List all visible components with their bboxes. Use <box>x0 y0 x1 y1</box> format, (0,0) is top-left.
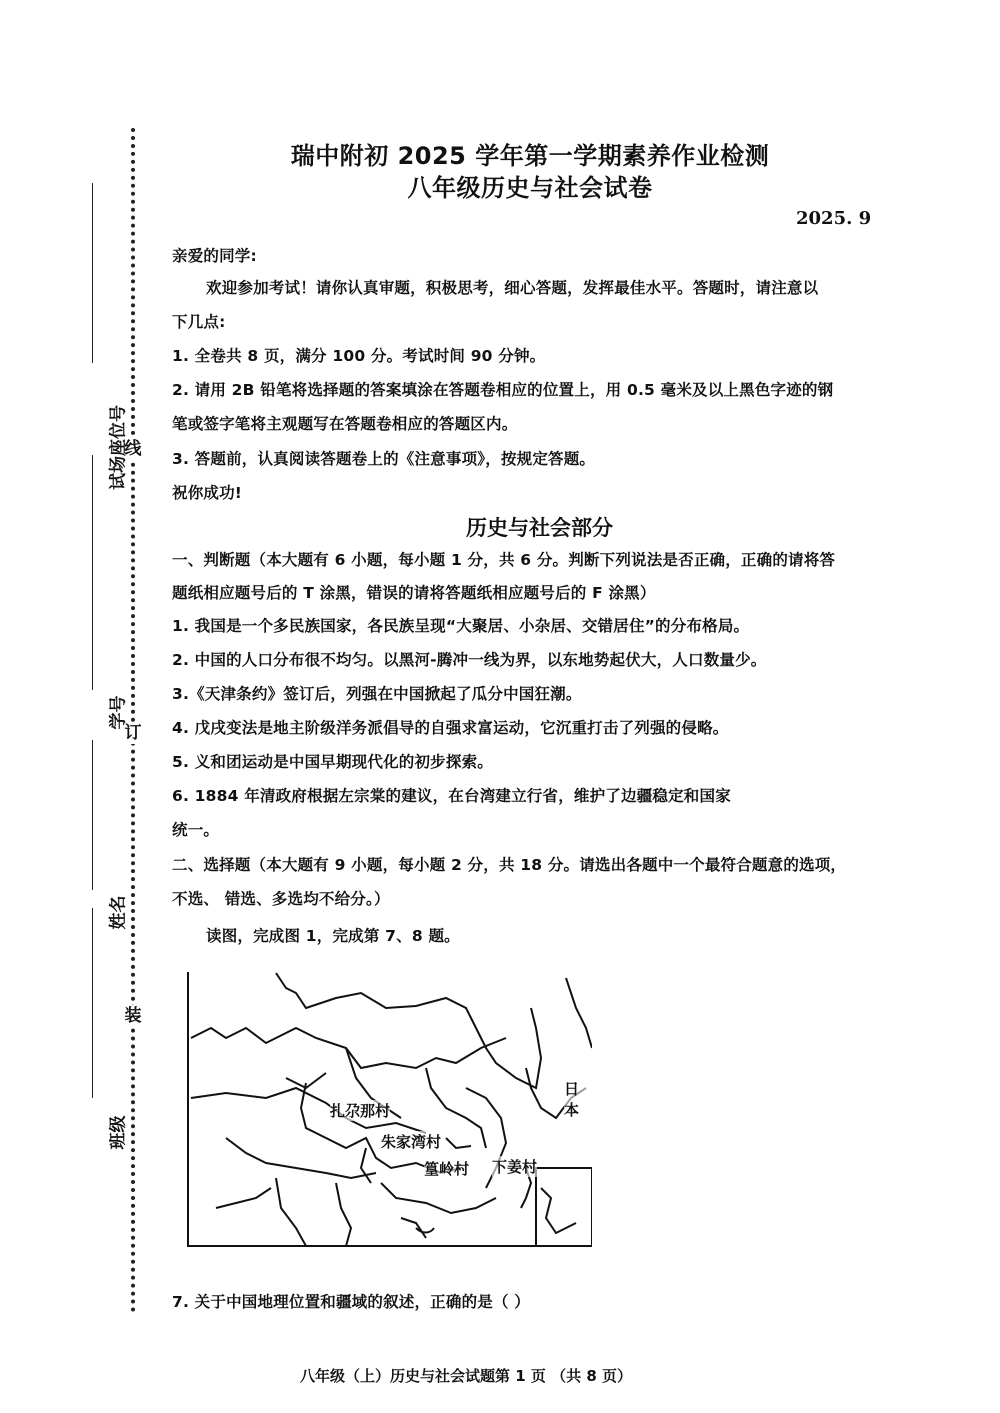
note-2: 2. 请用 2B 铅笔将选择题的答案填涂在答题卷相应的位置上，用 0.5 毫米及以上黑色字迹的钢 <box>172 381 834 399</box>
student-id-label: 学号 <box>108 695 129 730</box>
question-7: 7. 关于中国地理位置和疆域的叙述，正确的是（ ） <box>172 1293 530 1311</box>
question-1: 1. 我国是一个多民族国家，各民族呈现“大聚居、小杂居、交错居住”的分布格局。 <box>172 617 750 635</box>
map-label-zhagana: 扎尕那村 <box>330 1102 391 1120</box>
closing: 祝你成功! <box>172 484 243 502</box>
exam-subtitle: 八年级历史与社会试卷 <box>407 174 653 202</box>
question-6: 6. 1884 年清政府根据左宗棠的建议，在台湾建立行省，维护了边疆稳定和国家 <box>172 787 731 805</box>
binding-mark-staple: 订 <box>122 722 144 744</box>
part2-heading-2: 不选、 错选、多选均不给分。） <box>172 890 390 908</box>
welcome-line-1: 欢迎参加考试！请你认真审题，积极思考，细心答题，发挥最佳水平。答题时，请注意以 <box>206 279 819 297</box>
map-figure <box>186 968 592 1248</box>
note-3: 3. 答题前，认真阅读答题卷上的《注意事项》，按规定答题。 <box>172 450 596 468</box>
map-label-huangling: 篁岭村 <box>424 1160 470 1178</box>
binding-dotted-line <box>131 128 135 1313</box>
binding-mark-bind: 装 <box>122 1005 144 1027</box>
student-id-line-upper[interactable] <box>92 455 93 690</box>
question-5: 5. 义和团运动是中国早期现代化的初步探索。 <box>172 753 493 771</box>
part2-heading-1: 二、选择题（本大题有 9 小题，每小题 2 分，共 18 分。请选出各题中一个最符合题意的选项， <box>172 856 847 874</box>
binding-mark-line: 线 <box>122 438 144 460</box>
note-1: 1. 全卷共 8 页，满分 100 分。考试时间 90 分钟。 <box>172 347 546 365</box>
greeting: 亲爱的同学: <box>172 247 257 265</box>
seat-number-line[interactable] <box>92 183 93 363</box>
class-label: 班级 <box>108 1115 129 1150</box>
part1-heading-1: 一、判断题（本大题有 6 小题，每小题 1 分，共 6 分。判断下列说法是否正确，正确的请将答 <box>172 551 836 569</box>
question-4: 4. 戊戌变法是地主阶级洋务派倡导的自强求富运动，它沉重打击了列强的侵略。 <box>172 719 729 737</box>
question-2: 2. 中国的人口分布很不均匀。以黑河-腾冲一线为界，以东地势起伏大，人口数量少。 <box>172 651 767 669</box>
question-6-cont: 统一。 <box>172 821 220 839</box>
map-label-xiajiang: 下姜村 <box>492 1158 538 1176</box>
note-2-cont: 笔或签字笔将主观题写在答题卷相应的答题区内。 <box>172 415 518 433</box>
section-title: 历史与社会部分 <box>466 516 613 540</box>
part1-heading-2: 题纸相应题号后的 T 涂黑，错误的请将答题纸相应题号后的 F 涂黑） <box>172 584 656 602</box>
exam-title: 瑞中附初 2025 学年第一学期素养作业检测 <box>290 142 770 170</box>
seat-number-label: 试场座位号 <box>108 405 129 490</box>
map-label-japan: 日本 <box>564 1078 592 1120</box>
name-line[interactable] <box>92 908 93 1098</box>
page-footer: 八年级（上）历史与社会试题第 1 页 （共 8 页） <box>300 1367 632 1385</box>
question-3: 3.《天津条约》签订后，列强在中国掀起了瓜分中国狂潮。 <box>172 685 582 703</box>
welcome-line-2: 下几点: <box>172 313 226 331</box>
map-label-zhujiawan: 朱家湾村 <box>381 1133 442 1151</box>
exam-date: 2025. 9 <box>796 208 872 229</box>
name-label: 姓名 <box>108 895 129 930</box>
student-id-line[interactable] <box>92 740 93 890</box>
map-instruction: 读图，完成图 1，完成第 7、8 题。 <box>206 927 460 945</box>
